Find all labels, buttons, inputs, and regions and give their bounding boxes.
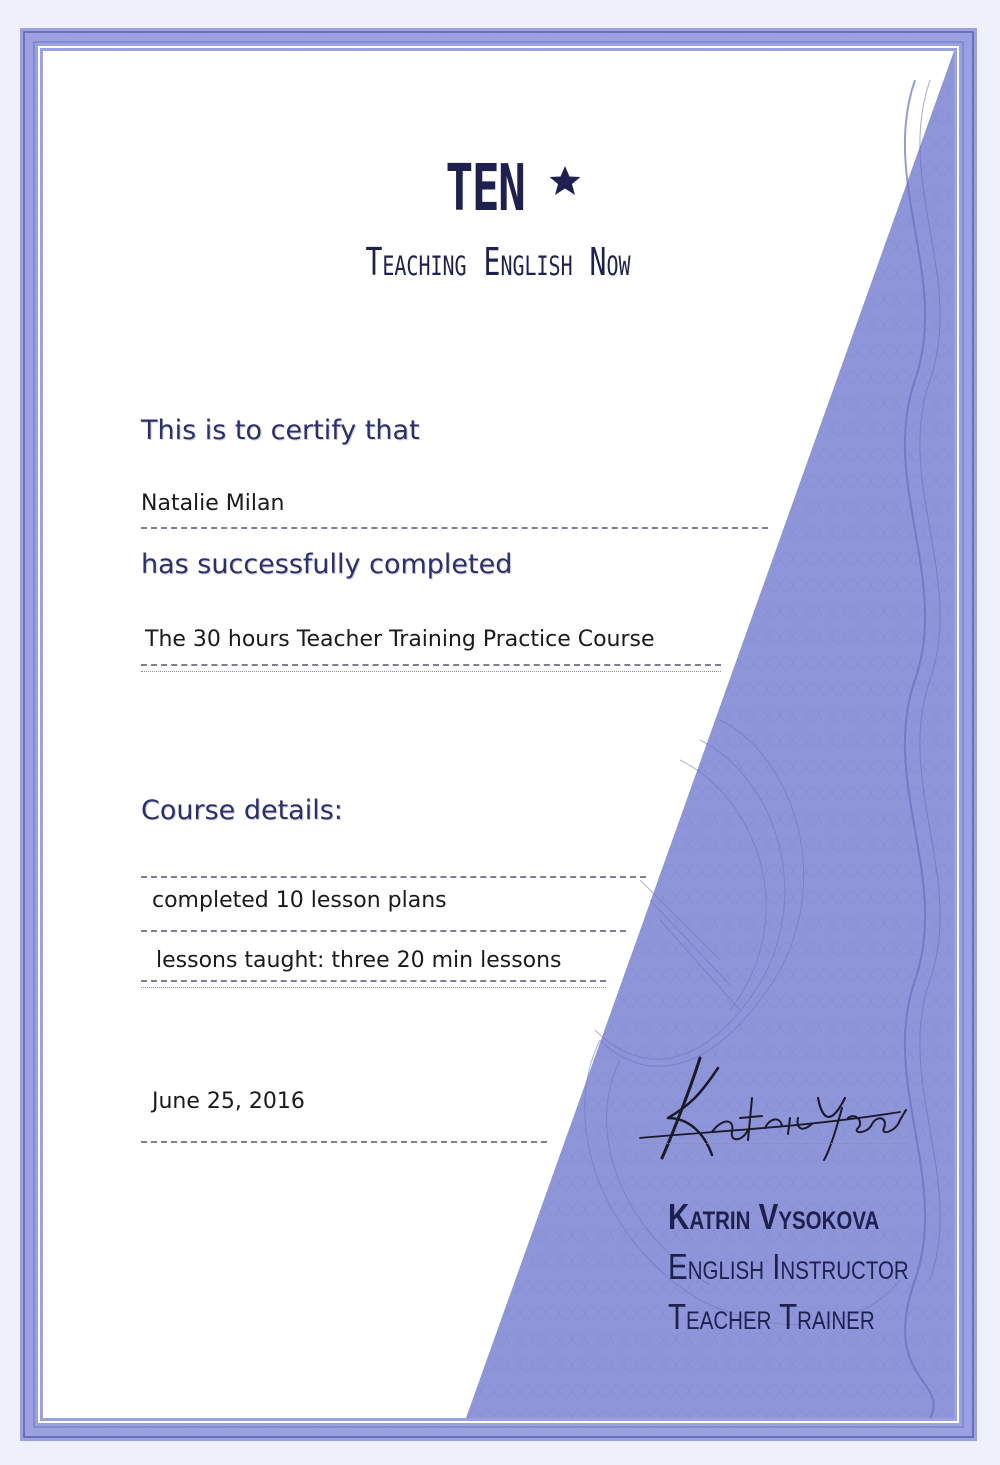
recipient-underline bbox=[141, 527, 768, 529]
course-underline bbox=[141, 664, 721, 666]
logo-name: Teaching English Now bbox=[365, 240, 631, 284]
detail-rule-secondary bbox=[141, 987, 606, 988]
signatory-name: Katrin Vysokova bbox=[668, 1196, 880, 1237]
detail-item: lessons taught: three 20 min lessons bbox=[156, 948, 562, 973]
course-name: The 30 hours Teacher Training Practice Course bbox=[145, 627, 655, 652]
details-top-rule bbox=[141, 876, 646, 878]
detail-item: completed 10 lesson plans bbox=[152, 888, 447, 913]
completed-heading: has successfully completed bbox=[141, 549, 513, 580]
certify-heading: This is to certify that bbox=[141, 415, 420, 446]
detail-rule bbox=[141, 930, 626, 932]
signature-line bbox=[640, 1143, 908, 1144]
date-underline bbox=[141, 1141, 547, 1143]
logo-acronym: TEN bbox=[445, 152, 525, 226]
details-heading: Course details: bbox=[141, 795, 343, 826]
signatory-title-1: English Instructor bbox=[668, 1246, 909, 1287]
signatory-title-2: Teacher Trainer bbox=[668, 1296, 875, 1337]
course-underline-secondary bbox=[141, 671, 721, 672]
detail-rule bbox=[141, 980, 606, 982]
recipient-name: Natalie Milan bbox=[141, 491, 285, 516]
certificate-date: June 25, 2016 bbox=[152, 1089, 305, 1114]
